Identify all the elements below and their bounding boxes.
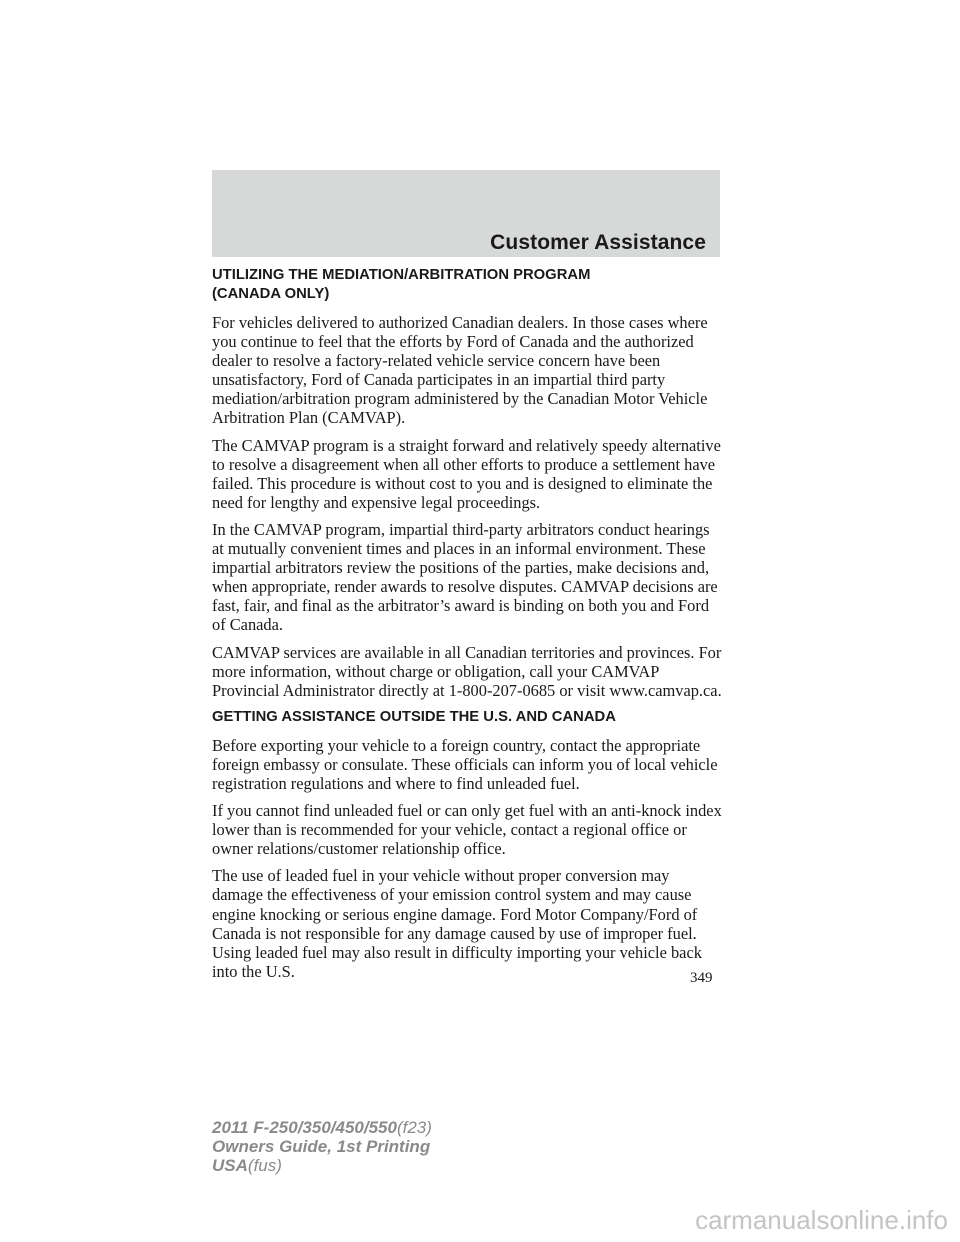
mediation-heading: [212, 266, 722, 304]
paragraph: For vehicles delivered to authorized Canadian dealers. In those cases where you continue to feel that the efforts by Ford of Canada and the authorized dealer to resolve a factory-related vehicle service concern have been unsatisfactory, Ford of Canada participates in an impartial third party mediation/arbitration program administered by the Canadian Motor Vehicle Arbitration Plan (CAMVAP).: [212, 313, 708, 428]
paragraph: CAMVAP services are available in all Canadian territories and provinces. For more information, without charge or obligation, call your CAMVAP Provincial Administrator directly at 1-800-207-0685 or visit www.camvap.ca.: [212, 642, 722, 700]
footer-market: USA: [212, 1156, 248, 1175]
footer-line-1: [212, 1118, 432, 1137]
paragraph: If you cannot find unleaded fuel or can only get fuel with an anti-knock index lower than is recommended for your vehicle, contact a regional office or owner relations/customer relationship office.: [212, 801, 722, 859]
mediation-heading-line-2: (CANADA ONLY): [212, 286, 330, 302]
footer-model-code: (f23): [396, 1118, 432, 1137]
footer-market-code: (fus): [247, 1156, 282, 1175]
mediation-heading-line-1: UTILIZING THE MEDIATION/ARBITRATION PROGRAM: [212, 267, 591, 283]
paragraph: In the CAMVAP program, impartial third-party arbitrators conduct hearings at mutually convenient times and places in an informal environment. These impartial arbitrators review the positions of the parties, make decisions and, when appropriate, render awards to resolve disputes. CAMVAP decisions are fast, fair, and final as the arbitrator’s award is binding on both you and Ford of Canada.: [212, 519, 718, 635]
footer-line-3: [212, 1156, 432, 1175]
page-content: [212, 266, 722, 989]
paragraph: The use of leaded fuel in your vehicle without proper conversion may damage the effectiveness of your emission control system and may cause engine knocking or serious engine damage. Ford Motor Company/Ford of Canada is not responsible for any damage caused by use of improper fuel. Using leaded fuel may also result in difficulty importing your vehicle back into the U.S.: [212, 866, 702, 981]
watermark-text: carmanualsonline.info: [695, 1205, 948, 1235]
section-header-band: [212, 170, 720, 257]
footer-line-2: Owners Guide, 1st Printing: [212, 1137, 431, 1156]
footer-model: 2011 F-250/350/450/550: [212, 1118, 397, 1137]
paragraph: Before exporting your vehicle to a foreign country, contact the appropriate foreign embassy or consulate. These officials can inform you of local vehicle registration regulations and where to find unleaded fuel.: [212, 735, 718, 793]
page-number: 349: [690, 970, 713, 986]
print-footer: [212, 1118, 432, 1175]
paragraph: The CAMVAP program is a straight forward and relatively speedy alternative to resolve a disagreement when all other efforts to produce a settlement have failed. This procedure is without cost to you and is designed to eliminate the need for lengthy and expensive legal proceedings.: [212, 435, 721, 512]
section-title: Customer Assistance: [490, 231, 706, 254]
outside-assistance-heading: GETTING ASSISTANCE OUTSIDE THE U.S. AND CANADA: [212, 708, 616, 725]
